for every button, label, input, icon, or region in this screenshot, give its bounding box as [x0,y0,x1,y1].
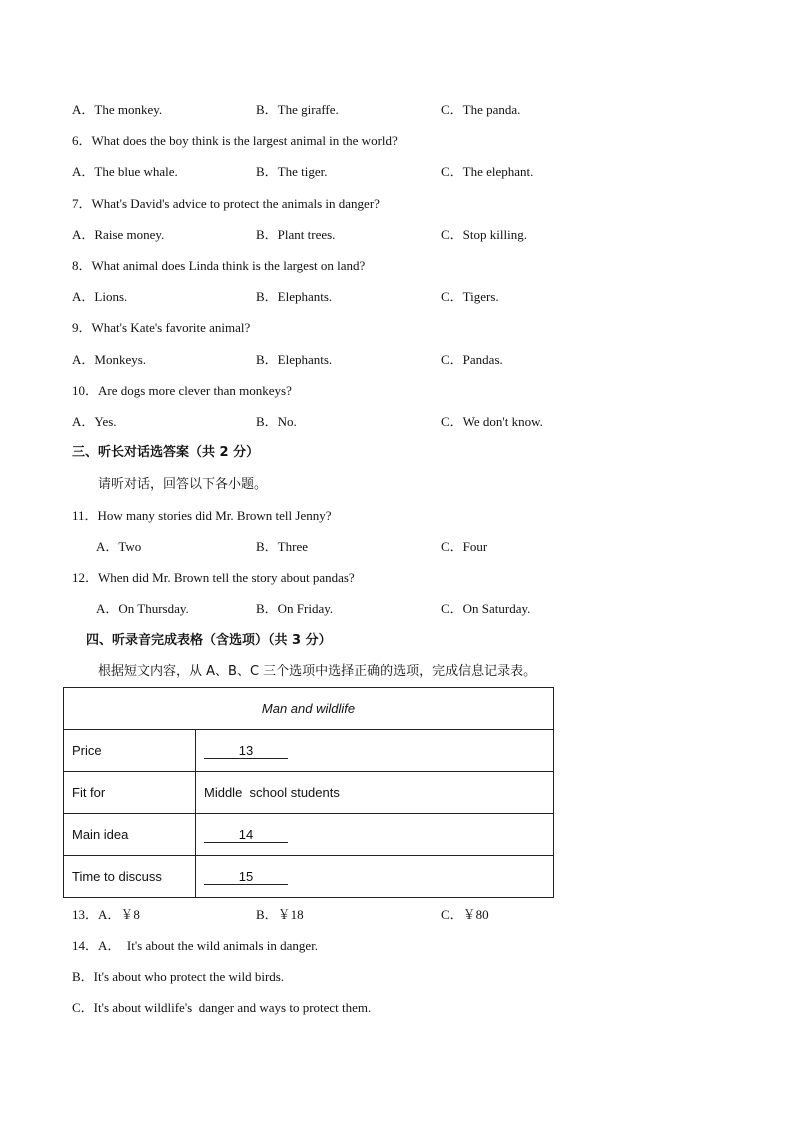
table-title: Man and wildlife [64,688,554,730]
answer-blank-15[interactable]: 15 [204,870,288,885]
table-row [64,730,554,772]
q13-option-a: 13．A．￥8 [72,907,140,922]
table-row [64,814,554,856]
table-row-label: Time to discuss [64,856,196,898]
q10-option-b: B．No. [256,414,297,429]
table-row-value [196,730,554,772]
info-record-table [63,687,554,898]
q9-option-c: C．Pandas. [441,352,503,367]
answer-blank-13[interactable]: 13 [204,744,288,759]
table-row [64,856,554,898]
q7-option-c: C．Stop killing. [441,227,527,242]
q13-option-c: C．￥80 [441,907,489,922]
section4-heading: 四、听录音完成表格（含选项）（共 3 分） [86,633,332,648]
table-row-value [196,856,554,898]
q6-option-b: B．The tiger. [256,164,328,179]
q11-option-b: B．Three [256,539,308,554]
table-row-label: Fit for [64,772,196,814]
table-row-value: Middle school students [196,772,554,814]
section4-instruction: 根据短文内容，从 A、B、C 三个选项中选择正确的选项，完成信息记录表。 [98,664,537,679]
table-row-label: Price [64,730,196,772]
q8-option-b: B．Elephants. [256,289,333,304]
q9-option-a: A．Monkeys. [72,352,147,367]
q12-option-c: C．On Saturday. [441,601,531,616]
table-row [64,772,554,814]
q10-question: 10．Are dogs more clever than monkeys? [72,383,292,398]
q8-option-a: A．Lions. [72,289,128,304]
q10-option-c: C．We don't know. [441,414,543,429]
table-title-row [64,688,554,730]
table-row-value [196,814,554,856]
q7-question: 7．What's David's advice to protect the animals in danger? [72,196,380,211]
q6-question: 6．What does the boy think is the largest animal in the world? [72,133,398,148]
q7-option-a: A．Raise money. [72,227,165,242]
section3-instruction: 请听对话，回答以下各小题。 [98,477,268,492]
q6-option-a: A．The blue whale. [72,164,178,179]
q11-question: 11．How many stories did Mr. Brown tell Jenny? [72,508,332,523]
q14-option-a: 14．A． It's about the wild animals in danger. [72,938,319,953]
q9-option-b: B．Elephants. [256,352,333,367]
q8-option-c: C．Tigers. [441,289,499,304]
q8-question: 8．What animal does Linda think is the largest on land? [72,258,366,273]
q5-option-c: C．The panda. [441,102,521,117]
q12-option-a: A．On Thursday. [96,601,189,616]
q11-option-c: C．Four [441,539,488,554]
q5-option-a: A．The monkey. [72,102,163,117]
q14-option-b: B．It's about who protect the wild birds. [72,969,285,984]
q6-option-c: C．The elephant. [441,164,534,179]
q5-option-b: B．The giraffe. [256,102,339,117]
q7-option-b: B．Plant trees. [256,227,336,242]
table-row-label: Main idea [64,814,196,856]
q12-question: 12．When did Mr. Brown tell the story about pandas? [72,570,355,585]
answer-blank-14[interactable]: 14 [204,828,288,843]
q13-option-b: B．￥18 [256,907,304,922]
q9-question: 9．What's Kate's favorite animal? [72,320,251,335]
q10-option-a: A．Yes. [72,414,117,429]
q14-option-c: C．It's about wildlife's danger and ways to protect them. [72,1000,372,1015]
section3-heading: 三、听长对话选答案（共 2 分） [72,445,260,460]
q11-option-a: A．Two [96,539,142,554]
q12-option-b: B．On Friday. [256,601,334,616]
